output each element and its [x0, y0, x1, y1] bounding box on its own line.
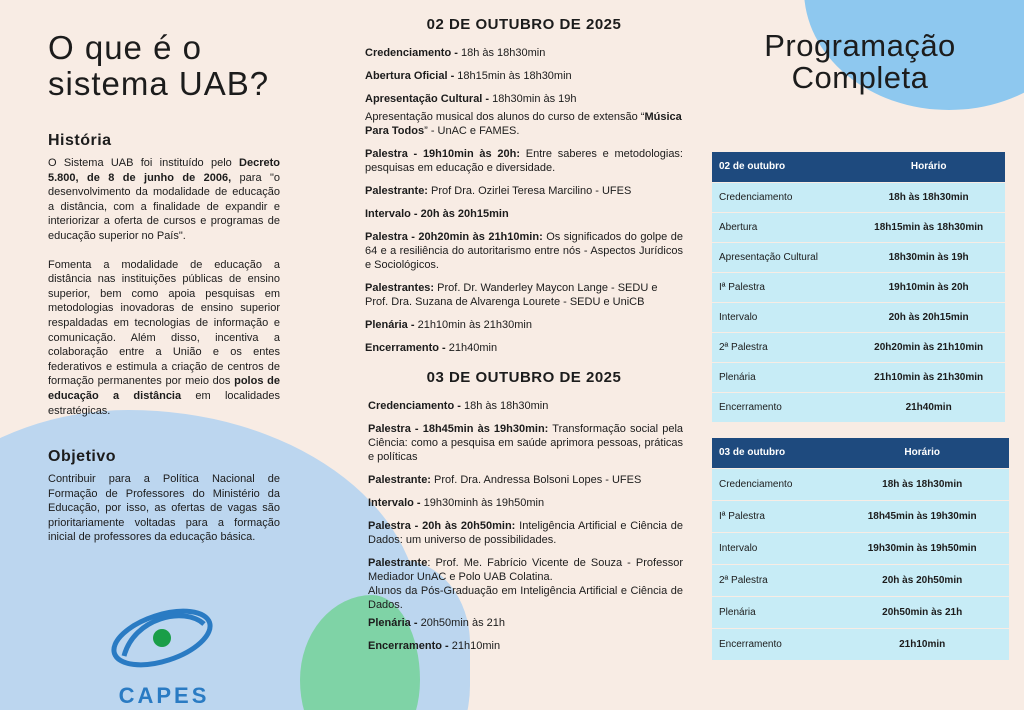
table-row: Intervalo 20h às 20h15min	[712, 302, 1005, 332]
objective-paragraph: Contribuir para a Política Nacional de Formação de Professores do Ministério da Educação, por isso, as ofertas de vagas são prioritariamente voltadas para a formação inicial de professores da educação básica.	[48, 473, 280, 544]
table-row: Credenciamento 18h às 18h30min	[712, 468, 1009, 500]
table-header-day: 02 de outubro	[712, 152, 852, 182]
schedule-table-day1	[712, 152, 1005, 422]
table-row: Plenária 21h10min às 21h30min	[712, 362, 1005, 392]
table-row: Encerramento 21h40min	[712, 392, 1005, 422]
program-title: Programação Completa	[764, 28, 956, 95]
d2-item-plenaria: Plenária - 20h50min às 21h	[368, 617, 505, 629]
table-row: 2ª Palestra 20h20min às 21h10min	[712, 332, 1005, 362]
table-row: 2ª Palestra 20h às 20h50min	[712, 564, 1009, 596]
table-row: Plenária 20h50min às 21h	[712, 596, 1009, 628]
schedule-table-day2	[712, 438, 1009, 660]
d1-item-intervalo: Intervalo - 20h às 20h15min	[365, 208, 509, 220]
capes-logo	[104, 598, 224, 709]
table-row: Intervalo 19h30min às 19h50min	[712, 532, 1009, 564]
d1-item-cultural: Apresentação Cultural - 18h30min às 19h	[365, 93, 577, 105]
d2-item-palestra1: Palestra - 18h45min às 19h30min: Transformação social pela Ciência: como a pesquisa em saúde aprimora pessoas, práticas e políticas	[368, 423, 684, 463]
d1-item-palestra2: Palestra - 20h20min às 21h10min: Os significados do golpe de 64 e a resiliência do autoritarismo entre nós - Aspectos Jurídicos e Sociológicos.	[365, 231, 683, 271]
d2-item-palestrante2: Palestrante: Prof. Me. Fabrício Vicente de Souza - Professor Mediador UnAC e Polo UAB Colatina. Alunos da Pós-Graduação em Inteligência Artificial e Ciência de Dados.	[368, 557, 683, 611]
table-header-row	[712, 152, 1005, 182]
d2-item-encerramento: Encerramento - 21h10min	[368, 640, 501, 652]
table-header-row	[712, 438, 1009, 468]
d1-item-palestrante1: Palestrante: Prof Dra. Ozirlei Teresa Marcilino - UFES	[365, 185, 632, 197]
history-paragraph-2: Fomenta a modalidade de educação a distância nas instituições públicas de ensino superior, bem como apoia pesquisas em metodologias inovadoras de ensino superior respaldadas em tecnologias de informação e comunicação. Além disso, incentiva a colaboração entre a União e os entes federativos e estimula a criação de centros de formação permanentes por meio dos polos de educação a distância em localidades estratégicas.	[48, 258, 280, 417]
d1-item-palestrantes2: Palestrantes: Prof. Dr. Wanderley Maycon Lange - SEDU e Prof. Dra. Suzana de Alvarenga Lourete - SEDU e UniCB	[365, 282, 658, 308]
d2-item-palestra2: Palestra - 20h às 20h50min: Inteligência Artificial e Ciência de Dados: um universo de possibilidades.	[368, 520, 684, 546]
history-heading: História	[48, 132, 112, 149]
history-paragraph-1: O Sistema UAB foi instituído pelo Decreto 5.800, de 8 de junho de 2006, para "o desenvolvimento da modalidade de educação a distância, com a finalidade de expandir e interiorizar a oferta de cursos e programas de educação superior no País".	[48, 157, 280, 242]
capes-logo-text: CAPES	[118, 683, 210, 708]
capes-logo-icon	[104, 598, 224, 676]
page-title: O que é o sistema UAB?	[48, 29, 270, 102]
d1-item-cultural-desc: Apresentação musical dos alunos do curso de extensão “Música Para Todos” - UnAC e FAMES.	[365, 111, 682, 137]
table-header-time: Horário	[852, 152, 1005, 182]
table-row: Encerramento 21h10min	[712, 628, 1009, 660]
objective-heading: Objetivo	[48, 448, 117, 466]
d2-item-palestrante1: Palestrante: Prof. Dra. Andressa Bolsoni Lopes - UFES	[368, 474, 642, 486]
d1-item-abertura: Abertura Oficial - 18h15min às 18h30min	[365, 70, 572, 82]
table-row: Apresentação Cultural 18h30min às 19h	[712, 242, 1005, 272]
day1-title: 02 DE OUTUBRO DE 2025	[426, 16, 622, 33]
table-row: Credenciamento 18h às 18h30min	[712, 182, 1005, 212]
table-header-time: Horário	[835, 438, 1009, 468]
table-row: Abertura 18h15min às 18h30min	[712, 212, 1005, 242]
d2-item-intervalo: Intervalo - 19h30minh às 19h50min	[368, 497, 545, 509]
right-column	[712, 30, 1008, 660]
d1-item-plenaria: Plenária - 21h10min às 21h30min	[365, 319, 532, 331]
day2-title: 03 DE OUTUBRO DE 2025	[426, 369, 622, 386]
d1-item-credenciamento: Credenciamento - 18h às 18h30min	[365, 47, 546, 59]
left-column	[48, 30, 280, 545]
table-row: Iª Palestra 19h10min às 20h	[712, 272, 1005, 302]
d1-item-palestra1: Palestra - 19h10min às 20h: Entre saberes e metodologias: pesquisas em educação e diversidade.	[365, 148, 683, 174]
d2-item-credenciamento: Credenciamento - 18h às 18h30min	[368, 400, 549, 412]
schedule-column	[365, 18, 683, 662]
table-header-day: 03 de outubro	[712, 438, 835, 468]
table-row: Iª Palestra 18h45min às 19h30min	[712, 500, 1009, 532]
d1-item-encerramento: Encerramento - 21h40min	[365, 342, 498, 354]
